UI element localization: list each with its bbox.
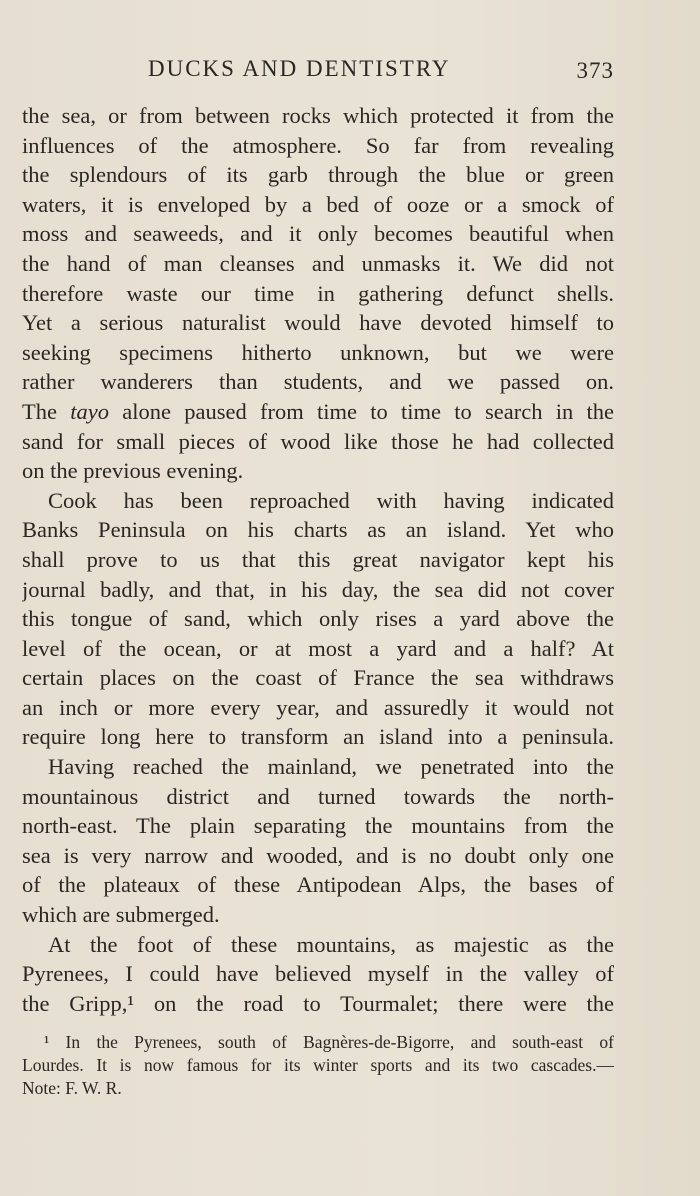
text-line: Banks Peninsula on his charts as an island. Yet who — [22, 517, 614, 543]
text-line: the hand of man cleanses and unmasks it. We did not — [22, 250, 614, 276]
page-header — [22, 56, 614, 86]
text-line: At the foot of these mountains, as majestic as the — [48, 931, 614, 957]
text-line: seeking specimens hitherto unknown, but we were — [22, 339, 614, 365]
italic-word: tayo — [70, 398, 109, 424]
text-line: Having reached the mainland, we penetrated into the — [48, 754, 614, 780]
page-number: 373 — [576, 58, 614, 83]
text-line: on the previous evening. — [22, 458, 244, 484]
text-line: certain places on the coast of France the sea withdraws — [22, 665, 614, 691]
text-line: journal badly, and that, in his day, the sea did not cover — [22, 576, 614, 602]
text-line: the sea, or from between rocks which protected it from the — [22, 103, 614, 128]
text-line: shall prove to us that this great navigator kept his — [22, 546, 614, 572]
text-line: an inch or more every year, and assuredly it would not — [22, 694, 614, 720]
footnotes — [22, 1031, 614, 1100]
footnote-line: ¹ In the Pyrenees, south of Bagnères-de-Bigorre, and south-east of — [44, 1032, 614, 1052]
text-line: Pyrenees, I could have believed myself in the valley of — [22, 961, 614, 987]
text-line: which are submerged. — [22, 902, 220, 928]
footnote-line: Lourdes. It is now famous for its winter sports and its two cascades.— — [22, 1055, 614, 1075]
text-line: sea is very narrow and wooded, and is no doubt only one — [22, 842, 614, 868]
text-line: this tongue of sand, which only rises a yard above the — [22, 606, 614, 632]
text-line: north-east. The plain separating the mountains from the — [22, 813, 614, 839]
text-line: The tayo alone paused from time to time to search in the — [22, 398, 614, 424]
text-line: influences of the atmosphere. So far from revealing — [22, 132, 614, 158]
text-line: Cook has been reproached with having indicated — [48, 487, 614, 513]
body-text — [22, 101, 614, 1018]
text-line: of the plateaux of these Antipodean Alps, the bases of — [22, 872, 614, 898]
text-line: therefore waste our time in gathering defunct shells. — [22, 280, 614, 306]
text-line: rather wanderers than students, and we passed on. — [22, 369, 614, 395]
text-line: mountainous district and turned towards the north- — [22, 783, 614, 809]
text-line: require long here to transform an island into a peninsula. — [22, 724, 614, 750]
text-line: the splendours of its garb through the blue or green — [22, 162, 614, 188]
text-line: sand for small pieces of wood like those he had collected — [22, 428, 614, 454]
text-line: level of the ocean, or at most a yard and a half? At — [22, 635, 614, 661]
footnote-line: Note: F. W. R. — [22, 1078, 122, 1098]
text-line: waters, it is enveloped by a bed of ooze or a smock of — [22, 191, 614, 217]
text-line: moss and seaweeds, and it only becomes beautiful when — [22, 221, 614, 247]
text-line: Yet a serious naturalist would have devoted himself to — [22, 310, 614, 336]
text-line: the Gripp,¹ on the road to Tourmalet; there were the — [22, 990, 614, 1016]
running-title: DUCKS AND DENTISTRY — [148, 56, 451, 81]
